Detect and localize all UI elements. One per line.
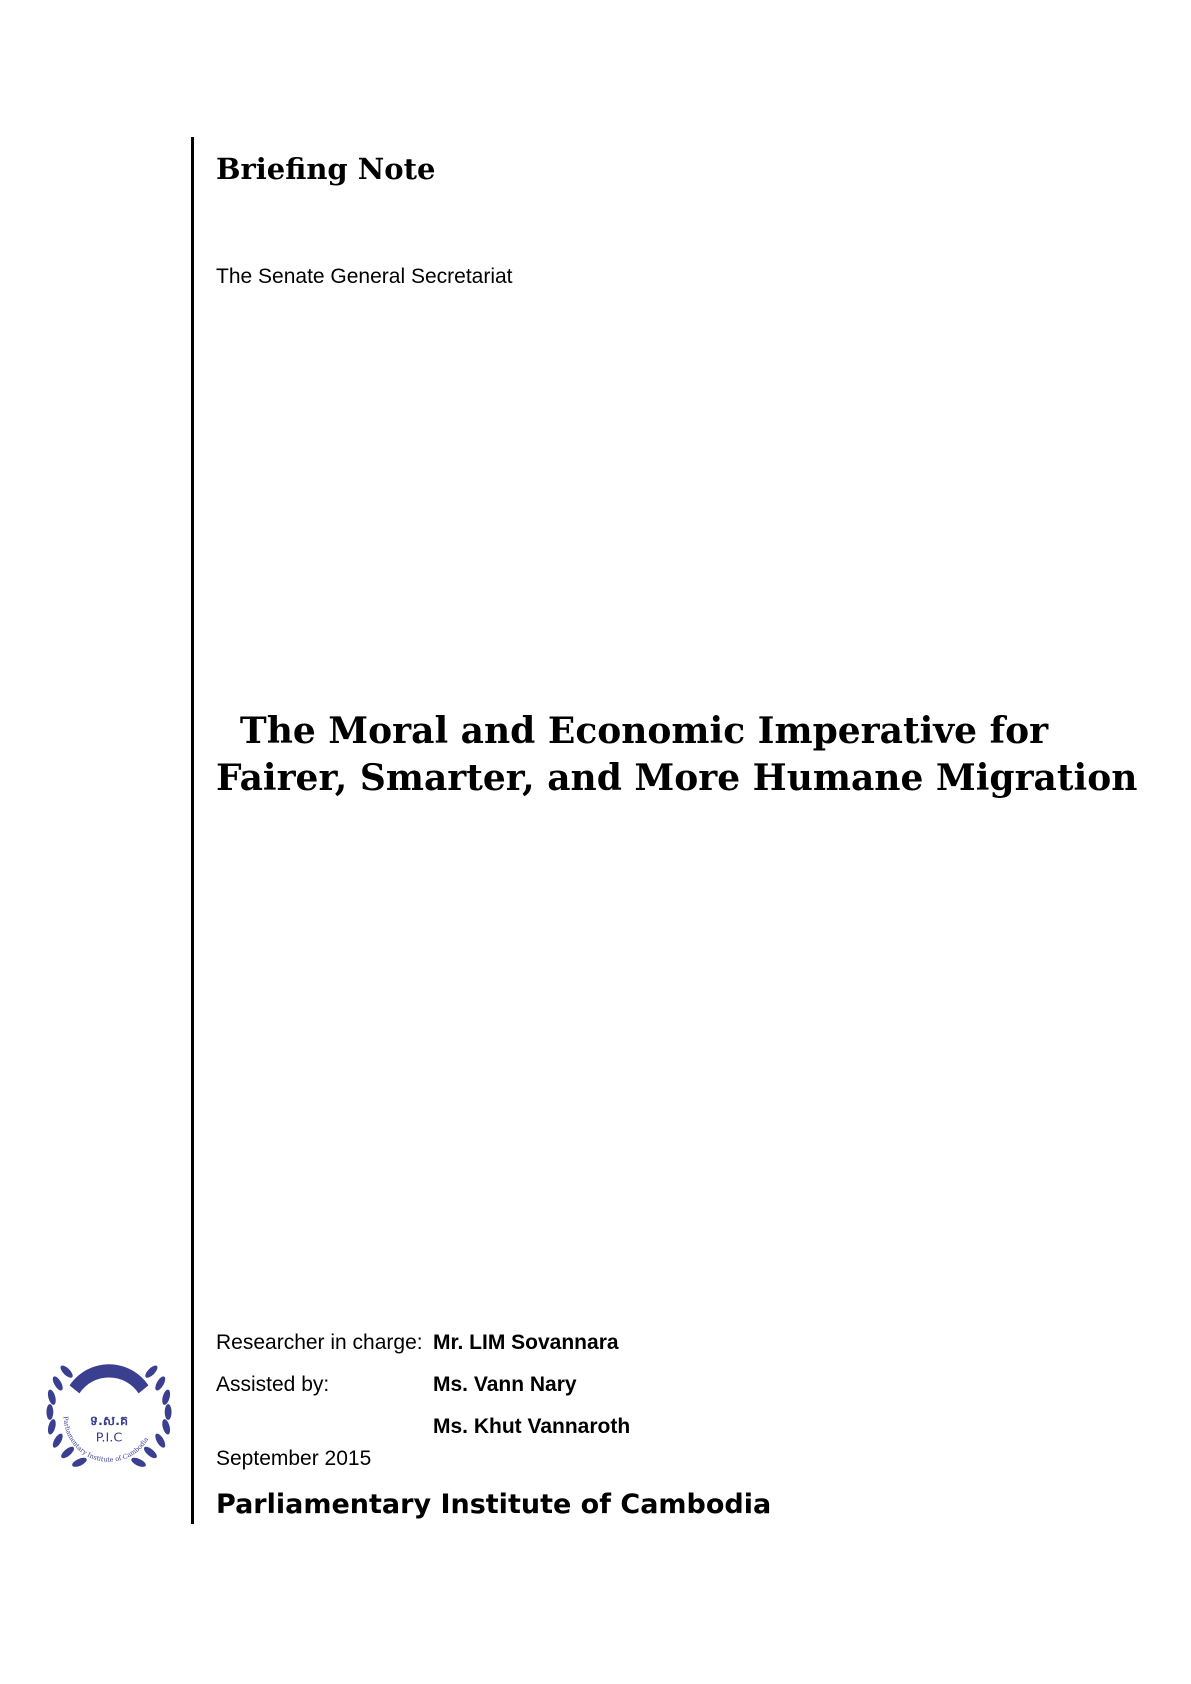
- institute-name: Parliamentary Institute of Cambodia: [216, 1489, 772, 1520]
- logo-khmer-abbreviation: ទ.ស.គ: [89, 1413, 129, 1429]
- margin-rule: [191, 137, 194, 1524]
- logo-abbreviation: P.I.C: [95, 1430, 123, 1446]
- title-line-1: The Moral and Economic Imperative for: [239, 710, 1049, 752]
- assisted-row-2: [216, 1406, 630, 1448]
- document-type: Briefing Note: [216, 152, 436, 186]
- credits-block: [216, 1322, 630, 1448]
- assistant-name-1: Ms. Vann Nary: [433, 1373, 577, 1396]
- title-line-2: Fairer, Smarter, and More Humane Migration: [216, 757, 1138, 799]
- logo-ring-text: Parliamentary Institute of Cambodia: [61, 1416, 151, 1464]
- publication-date: September 2015: [216, 1447, 372, 1470]
- researcher-row: [216, 1322, 630, 1364]
- assisted-label: Assisted by:: [216, 1373, 330, 1396]
- researcher-name: Mr. LIM Sovannara: [433, 1331, 619, 1354]
- assistant-name-2: Ms. Khut Vannaroth: [433, 1415, 631, 1438]
- assisted-row: [216, 1364, 630, 1406]
- researcher-label: Researcher in charge:: [216, 1331, 423, 1354]
- document-title: [216, 708, 1138, 802]
- pic-logo: [40, 1346, 178, 1484]
- organization-name: The Senate General Secretariat: [216, 265, 513, 288]
